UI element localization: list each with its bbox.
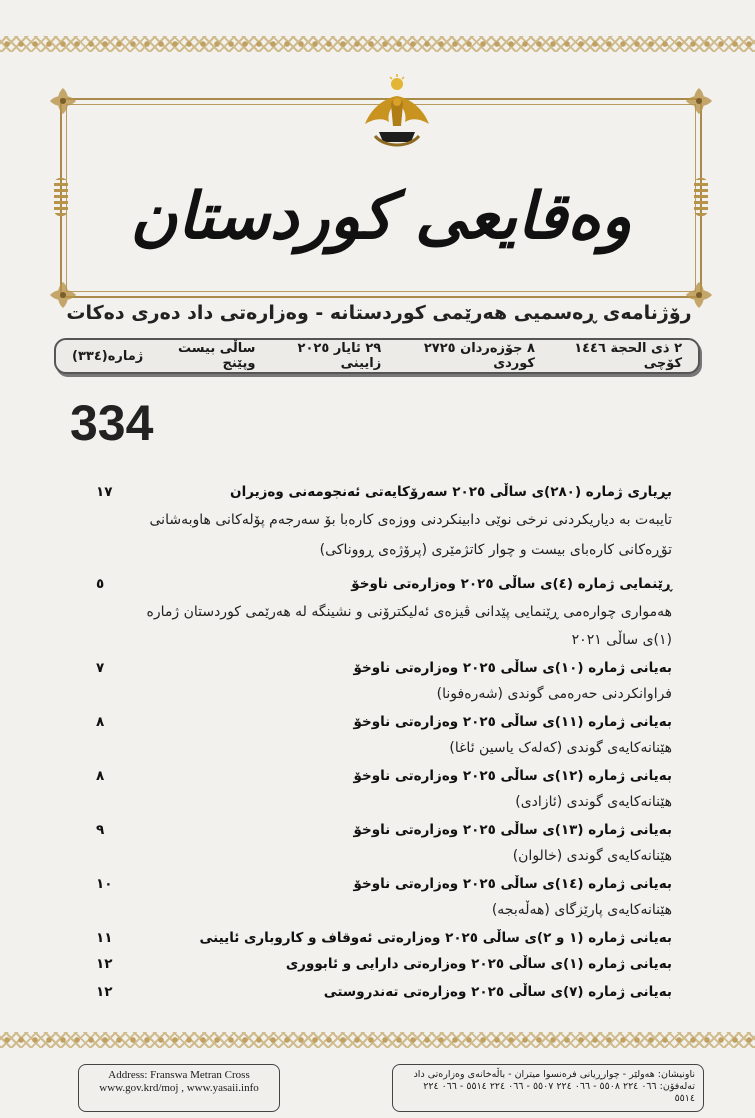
side-ornament-icon bbox=[694, 178, 708, 216]
toc-entry-page: ٨ bbox=[96, 714, 105, 730]
toc-entry-heading: بەیانی ژمارە (١٠)ی ساڵی ٢٠٢٥ وەزارەتی ناوخۆ bbox=[353, 660, 672, 676]
toc-entry-heading: بەیانی ژمارە (١٤)ی ساڵی ٢٠٢٥ وەزارەتی ناوخۆ bbox=[353, 876, 672, 892]
toc-entry-heading: ڕێنمایی ژمارە (٤)ی ساڵی ٢٠٢٥ وەزارەتی ناوخۆ bbox=[351, 576, 672, 592]
footer-address-line: ناونیشان: هەولێر - چوارڕیانی فرەنسوا میتران - باڵەخانەی وەزارەتی داد bbox=[413, 1069, 695, 1080]
masthead-subtitle: رۆژنامەی ڕەسمیی هەرێمی کوردستانە - وەزارەتی داد دەری دەکات bbox=[66, 302, 692, 324]
toc-entry-heading: بڕیاری ژمارە (٢٨٠)ی ساڵی ٢٠٢٥ سەرۆکایەتی ئەنجومەنی وەزیران bbox=[230, 484, 672, 500]
toc-entry-description: (١)ی ساڵی ٢٠٢١ bbox=[571, 632, 672, 648]
toc-entry-description: تایبەت بە دیاریکردنی نرخی نوێی دابینکردنی ووزەی کارەبا بۆ سەرجەم پۆلەکانی هاوبەشانی bbox=[149, 512, 672, 528]
issue-label: ژمارە(٣٣٤) bbox=[72, 348, 144, 364]
corner-ornament-icon bbox=[48, 86, 78, 116]
side-ornament-icon bbox=[54, 178, 68, 216]
issue-info-bar bbox=[54, 338, 700, 374]
toc-entry-page: ١٠ bbox=[96, 876, 113, 892]
masthead-frame bbox=[60, 98, 702, 298]
issue-number: 334 bbox=[70, 395, 154, 451]
toc-entry-description: فراوانکردنی حەرەمی گوندی (شەرەفونا) bbox=[436, 686, 672, 702]
top-ornament-border bbox=[0, 36, 755, 52]
corner-ornament-icon bbox=[684, 86, 714, 116]
toc-entry-page: ٥ bbox=[96, 576, 105, 592]
toc-entry-page: ٨ bbox=[96, 768, 105, 784]
toc-entry-description: هێنانەکایەی پارێزگای (هەڵەبجە) bbox=[491, 902, 672, 918]
toc-entry-description: هەمواری چوارەمی ڕێنمایی پێدانی ڤیزەی ئەلیکترۆنی و نشینگە لە هەرێمی کوردستان ژمارە bbox=[146, 604, 672, 620]
toc-entry-page: ١١ bbox=[96, 930, 113, 946]
toc-entry-description: هێنانەکایەی گوندی (کەلەک یاسین ئاغا) bbox=[449, 740, 672, 756]
toc-entry-description: تۆڕەکانی کارەبای بیست و چوار کاتژمێری (پرۆژەی ڕووناکی) bbox=[319, 542, 672, 558]
hijri-date: ٢ ذی الحجة ١٤٤٦ کۆچی bbox=[574, 341, 682, 371]
footer-phone-line: تەلەفۆن: ٠٦٦ ٢٢٤ ٥٥٠٨ - ٠٦٦ ٢٢٤ ٥٥٠٧ - ٠٦٦ ٢٢٤ ٥٥١٤ - ٠٦٦ ٢٢٤ ٥٥١٤ bbox=[423, 1081, 695, 1104]
toc-entry-heading: بەیانی ژمارە (١ و ٢)ی ساڵی ٢٠٢٥ وەزارەتی ئەوقاف و کاروباری ئایینی bbox=[199, 930, 672, 946]
toc-entry-heading: بەیانی ژمارە (١)ی ساڵی ٢٠٢٥ وەزارەتی دارایی و ئابووری bbox=[285, 956, 672, 972]
toc-entry-heading: بەیانی ژمارە (١١)ی ساڵی ٢٠٢٥ وەزارەتی ناوخۆ bbox=[353, 714, 672, 730]
footer-address-line: Address: Franswa Metran Cross bbox=[108, 1069, 250, 1081]
toc-entry-page: ٧ bbox=[96, 660, 105, 676]
toc-entry-page: ١٢ bbox=[96, 984, 113, 1000]
toc-entry-heading: بەیانی ژمارە (١٣)ی ساڵی ٢٠٢٥ وەزارەتی ناوخۆ bbox=[353, 822, 672, 838]
bottom-ornament-border bbox=[0, 1032, 755, 1048]
footer-address-english bbox=[78, 1064, 280, 1112]
footer-website-links: www.gov.krd/moj , www.yasaii.info bbox=[99, 1082, 259, 1094]
masthead-title: وەقایعی کوردستان bbox=[130, 179, 632, 254]
toc-entry-page: ١٢ bbox=[96, 956, 113, 972]
toc-entry-heading: بەیانی ژمارە (١٢)ی ساڵی ٢٠٢٥ وەزارەتی ناوخۆ bbox=[353, 768, 672, 784]
toc-entry-page: ٩ bbox=[96, 822, 105, 838]
year-label: ساڵی بیست وپێنج bbox=[178, 341, 256, 371]
toc-entry-description: هێنانەکایەی گوندی (ئازادی) bbox=[515, 794, 672, 810]
gregorian-date: ٢٩ ئایار ٢٠٢٥ زایینی bbox=[297, 341, 382, 371]
toc-entry-page: ١٧ bbox=[96, 484, 113, 500]
footer-address-kurdish bbox=[392, 1064, 704, 1112]
kurdish-date: ٨ جۆزەردان ٢٧٢٥ کوردی bbox=[423, 341, 535, 371]
kurdistan-eagle-emblem-icon bbox=[357, 74, 437, 160]
toc-entry-description: هێنانەکایەی گوندی (خالوان) bbox=[512, 848, 672, 864]
toc-entry-heading: بەیانی ژمارە (٧)ی ساڵی ٢٠٢٥ وەزارەتی تەندروستی bbox=[323, 984, 672, 1000]
